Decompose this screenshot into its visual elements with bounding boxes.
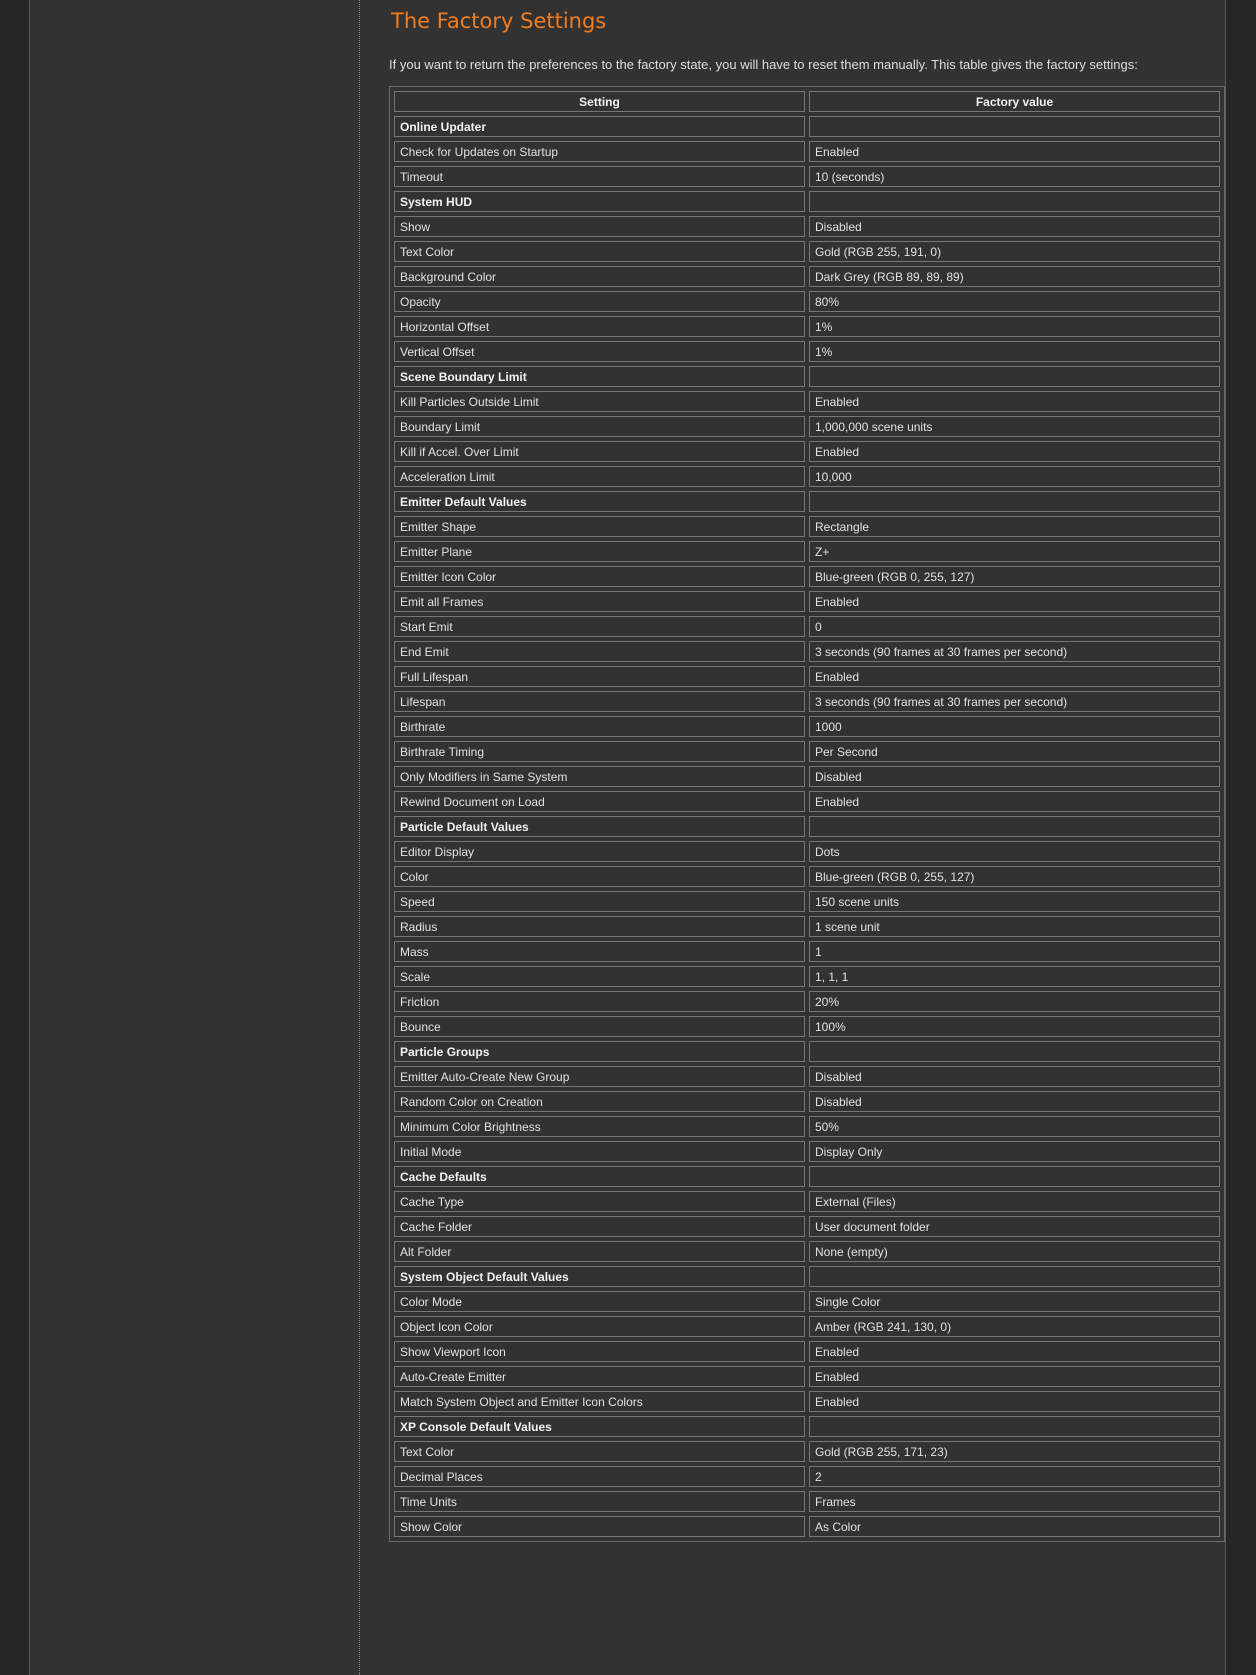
setting-name-cell: Initial Mode [394, 1141, 805, 1162]
table-row [394, 1191, 1220, 1212]
table-row [394, 166, 1220, 187]
factory-value-cell: As Color [809, 1516, 1220, 1537]
factory-value-cell: Enabled [809, 591, 1220, 612]
header-setting: Setting [394, 91, 805, 112]
setting-name-cell: Object Icon Color [394, 1316, 805, 1337]
setting-name-cell: Editor Display [394, 841, 805, 862]
factory-value-cell: 1% [809, 341, 1220, 362]
factory-value-cell: 3 seconds (90 frames at 30 frames per second) [809, 691, 1220, 712]
table-row [394, 991, 1220, 1012]
table-row [394, 966, 1220, 987]
table-section-row [394, 1266, 1220, 1287]
factory-settings-table-frame [389, 86, 1225, 1542]
setting-name-cell: Rewind Document on Load [394, 791, 805, 812]
table-row [394, 741, 1220, 762]
setting-name-cell: Background Color [394, 266, 805, 287]
table-body [394, 116, 1220, 1537]
factory-value-cell: Disabled [809, 1091, 1220, 1112]
setting-name-cell: Random Color on Creation [394, 1091, 805, 1112]
table-row [394, 616, 1220, 637]
setting-name-cell: End Emit [394, 641, 805, 662]
factory-value-cell: 1000 [809, 716, 1220, 737]
setting-name-cell: Emitter Shape [394, 516, 805, 537]
setting-name-cell: Birthrate Timing [394, 741, 805, 762]
setting-name-cell: Acceleration Limit [394, 466, 805, 487]
table-row [394, 891, 1220, 912]
factory-value-cell: 150 scene units [809, 891, 1220, 912]
section-heading-cell: System HUD [394, 191, 805, 212]
factory-value-cell [809, 491, 1220, 512]
sidebar-divider [359, 0, 360, 1675]
setting-name-cell: Minimum Color Brightness [394, 1116, 805, 1137]
table-row [394, 1466, 1220, 1487]
header-factory-value: Factory value [809, 91, 1220, 112]
table-section-row [394, 816, 1220, 837]
table-row [394, 716, 1220, 737]
table-row [394, 291, 1220, 312]
setting-name-cell: Show [394, 216, 805, 237]
table-row [394, 1491, 1220, 1512]
factory-value-cell: Enabled [809, 1341, 1220, 1362]
factory-value-cell: Disabled [809, 216, 1220, 237]
table-row [394, 1141, 1220, 1162]
table-row [394, 916, 1220, 937]
factory-value-cell: External (Files) [809, 1191, 1220, 1212]
factory-value-cell: Enabled [809, 1366, 1220, 1387]
table-row [394, 766, 1220, 787]
setting-name-cell: Lifespan [394, 691, 805, 712]
setting-name-cell: Full Lifespan [394, 666, 805, 687]
table-row [394, 1316, 1220, 1337]
table-row [394, 841, 1220, 862]
factory-value-cell: 80% [809, 291, 1220, 312]
setting-name-cell: Birthrate [394, 716, 805, 737]
factory-value-cell: Enabled [809, 441, 1220, 462]
page-container [29, 0, 1226, 1675]
section-heading-cell: XP Console Default Values [394, 1416, 805, 1437]
table-row [394, 341, 1220, 362]
setting-name-cell: Color Mode [394, 1291, 805, 1312]
table-row [394, 1091, 1220, 1112]
factory-value-cell: Enabled [809, 1391, 1220, 1412]
table-row [394, 391, 1220, 412]
factory-value-cell [809, 1266, 1220, 1287]
table-row [394, 866, 1220, 887]
factory-value-cell: 2 [809, 1466, 1220, 1487]
factory-value-cell [809, 116, 1220, 137]
section-heading-cell: Scene Boundary Limit [394, 366, 805, 387]
factory-value-cell [809, 1416, 1220, 1437]
table-row [394, 591, 1220, 612]
table-row [394, 641, 1220, 662]
setting-name-cell: Friction [394, 991, 805, 1012]
table-row [394, 541, 1220, 562]
section-heading-cell: Emitter Default Values [394, 491, 805, 512]
factory-value-cell: Per Second [809, 741, 1220, 762]
table-row [394, 516, 1220, 537]
table-row [394, 1341, 1220, 1362]
setting-name-cell: Timeout [394, 166, 805, 187]
setting-name-cell: Scale [394, 966, 805, 987]
table-row [394, 1116, 1220, 1137]
factory-value-cell: 1% [809, 316, 1220, 337]
factory-value-cell: Enabled [809, 791, 1220, 812]
setting-name-cell: Text Color [394, 1441, 805, 1462]
table-row [394, 441, 1220, 462]
factory-value-cell: User document folder [809, 1216, 1220, 1237]
factory-value-cell: Enabled [809, 666, 1220, 687]
factory-value-cell: Blue-green (RGB 0, 255, 127) [809, 866, 1220, 887]
setting-name-cell: Emit all Frames [394, 591, 805, 612]
table-row [394, 416, 1220, 437]
setting-name-cell: Emitter Icon Color [394, 566, 805, 587]
table-row [394, 691, 1220, 712]
factory-value-cell: Dark Grey (RGB 89, 89, 89) [809, 266, 1220, 287]
setting-name-cell: Start Emit [394, 616, 805, 637]
factory-value-cell: Frames [809, 1491, 1220, 1512]
factory-value-cell: Disabled [809, 766, 1220, 787]
setting-name-cell: Color [394, 866, 805, 887]
table-row [394, 666, 1220, 687]
setting-name-cell: Auto-Create Emitter [394, 1366, 805, 1387]
table-row [394, 316, 1220, 337]
factory-value-cell [809, 1166, 1220, 1187]
factory-value-cell: 0 [809, 616, 1220, 637]
setting-name-cell: Emitter Plane [394, 541, 805, 562]
table-row [394, 1516, 1220, 1537]
factory-value-cell: 1, 1, 1 [809, 966, 1220, 987]
factory-value-cell [809, 191, 1220, 212]
table-section-row [394, 191, 1220, 212]
table-row [394, 1241, 1220, 1262]
setting-name-cell: Radius [394, 916, 805, 937]
table-section-row [394, 1416, 1220, 1437]
intro-paragraph: If you want to return the preferences to the factory state, you will have to reset them manually. This table gives the factory settings: [389, 57, 1138, 72]
factory-value-cell: 10 (seconds) [809, 166, 1220, 187]
setting-name-cell: Check for Updates on Startup [394, 141, 805, 162]
factory-value-cell: 1,000,000 scene units [809, 416, 1220, 437]
factory-value-cell [809, 816, 1220, 837]
setting-name-cell: Time Units [394, 1491, 805, 1512]
table-section-row [394, 1166, 1220, 1187]
setting-name-cell: Boundary Limit [394, 416, 805, 437]
setting-name-cell: Cache Folder [394, 1216, 805, 1237]
factory-value-cell: 50% [809, 1116, 1220, 1137]
table-row [394, 1066, 1220, 1087]
table-section-row [394, 1041, 1220, 1062]
table-row [394, 566, 1220, 587]
setting-name-cell: Vertical Offset [394, 341, 805, 362]
table-row [394, 241, 1220, 262]
setting-name-cell: Decimal Places [394, 1466, 805, 1487]
section-heading-cell: Particle Default Values [394, 816, 805, 837]
table-row [394, 1216, 1220, 1237]
factory-settings-table [390, 87, 1224, 1541]
factory-value-cell: Blue-green (RGB 0, 255, 127) [809, 566, 1220, 587]
factory-value-cell: Gold (RGB 255, 171, 23) [809, 1441, 1220, 1462]
factory-value-cell: Rectangle [809, 516, 1220, 537]
setting-name-cell: Text Color [394, 241, 805, 262]
factory-value-cell: Z+ [809, 541, 1220, 562]
factory-value-cell [809, 366, 1220, 387]
page-title: The Factory Settings [391, 9, 607, 33]
table-section-row [394, 116, 1220, 137]
factory-value-cell: Gold (RGB 255, 191, 0) [809, 241, 1220, 262]
table-row [394, 1441, 1220, 1462]
setting-name-cell: Bounce [394, 1016, 805, 1037]
setting-name-cell: Cache Type [394, 1191, 805, 1212]
table-row [394, 266, 1220, 287]
setting-name-cell: Opacity [394, 291, 805, 312]
factory-value-cell [809, 1041, 1220, 1062]
factory-value-cell: 1 scene unit [809, 916, 1220, 937]
factory-value-cell: Dots [809, 841, 1220, 862]
table-row [394, 791, 1220, 812]
table-row [394, 1391, 1220, 1412]
factory-value-cell: Enabled [809, 141, 1220, 162]
factory-value-cell: 10,000 [809, 466, 1220, 487]
setting-name-cell: Kill Particles Outside Limit [394, 391, 805, 412]
setting-name-cell: Match System Object and Emitter Icon Colors [394, 1391, 805, 1412]
table-section-row [394, 491, 1220, 512]
table-row [394, 1016, 1220, 1037]
section-heading-cell: Particle Groups [394, 1041, 805, 1062]
table-row [394, 1366, 1220, 1387]
factory-value-cell: Amber (RGB 241, 130, 0) [809, 1316, 1220, 1337]
section-heading-cell: System Object Default Values [394, 1266, 805, 1287]
factory-value-cell: Display Only [809, 1141, 1220, 1162]
setting-name-cell: Only Modifiers in Same System [394, 766, 805, 787]
table-row [394, 141, 1220, 162]
factory-value-cell: Enabled [809, 391, 1220, 412]
table-section-row [394, 366, 1220, 387]
setting-name-cell: Alt Folder [394, 1241, 805, 1262]
setting-name-cell: Show Viewport Icon [394, 1341, 805, 1362]
section-heading-cell: Online Updater [394, 116, 805, 137]
table-row [394, 216, 1220, 237]
setting-name-cell: Mass [394, 941, 805, 962]
setting-name-cell: Show Color [394, 1516, 805, 1537]
factory-value-cell: None (empty) [809, 1241, 1220, 1262]
factory-value-cell: 20% [809, 991, 1220, 1012]
factory-value-cell: Disabled [809, 1066, 1220, 1087]
table-header-row [394, 91, 1220, 112]
factory-value-cell: Single Color [809, 1291, 1220, 1312]
factory-value-cell: 100% [809, 1016, 1220, 1037]
table-row [394, 466, 1220, 487]
setting-name-cell: Speed [394, 891, 805, 912]
factory-value-cell: 3 seconds (90 frames at 30 frames per second) [809, 641, 1220, 662]
table-row [394, 941, 1220, 962]
section-heading-cell: Cache Defaults [394, 1166, 805, 1187]
setting-name-cell: Emitter Auto-Create New Group [394, 1066, 805, 1087]
setting-name-cell: Kill if Accel. Over Limit [394, 441, 805, 462]
table-row [394, 1291, 1220, 1312]
setting-name-cell: Horizontal Offset [394, 316, 805, 337]
factory-value-cell: 1 [809, 941, 1220, 962]
